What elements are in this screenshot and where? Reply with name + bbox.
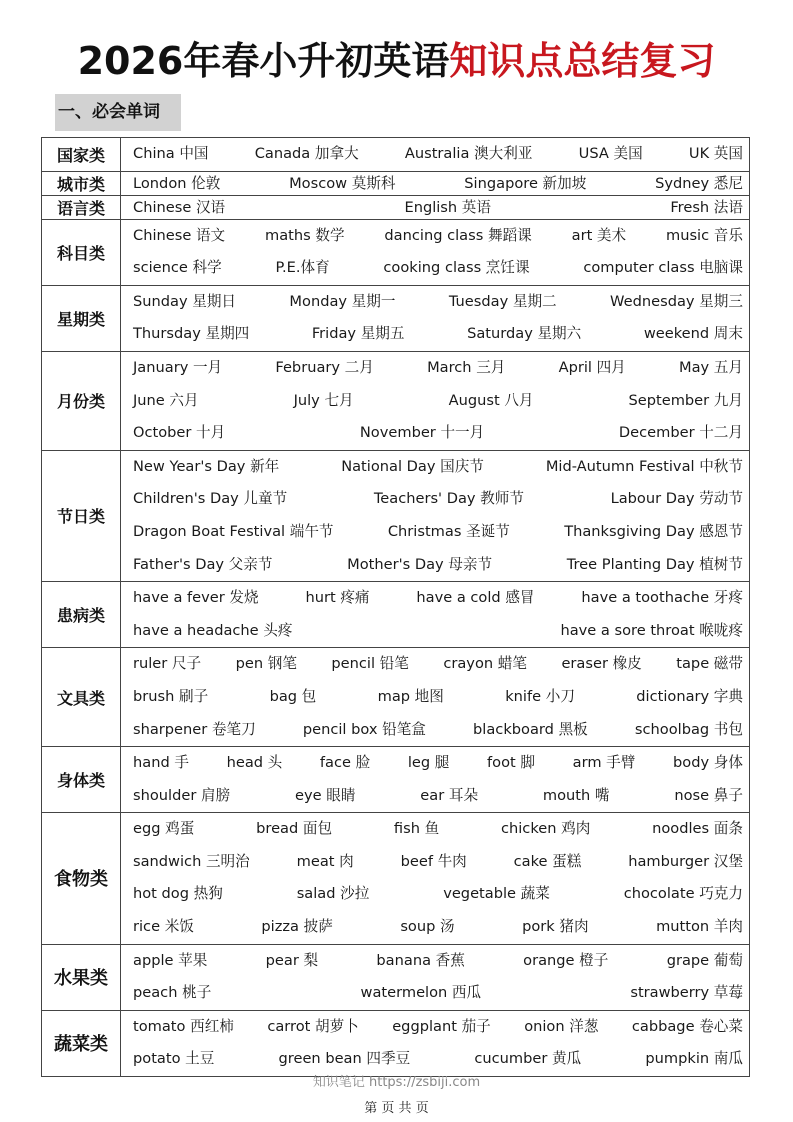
vocab-word: February 二月 [275,358,374,376]
vocab-row [42,195,750,219]
word-line [133,549,743,582]
vocab-word: vegetable 蔬菜 [443,885,550,903]
category-label: 蔬菜类 [42,1010,121,1076]
word-line [133,1011,743,1044]
word-line [133,417,743,450]
word-list [121,747,750,813]
vocab-word: Chinese 语文 [133,226,226,244]
vocab-word: pencil box 铅笔盒 [302,720,426,738]
vocab-word: body 身体 [673,754,743,772]
word-list [121,1010,750,1076]
word-list [121,351,750,450]
vocab-word: August 八月 [448,391,534,409]
vocab-row [42,351,750,450]
vocab-word: tomato 西红柿 [133,1017,234,1035]
vocab-word: foot 脚 [487,754,535,772]
word-line [133,582,743,615]
word-line [133,138,743,171]
word-line [133,483,743,516]
category-label: 文具类 [42,648,121,747]
vocab-word: Australia 澳大利亚 [404,145,533,162]
vocab-word: hand 手 [133,754,189,772]
word-list [121,813,750,944]
word-line [133,878,743,911]
vocab-word: pear 梨 [265,951,319,969]
vocab-word: hurt 疼痛 [305,589,370,607]
vocab-word: ear 耳朵 [420,786,479,804]
word-list [121,138,750,172]
vocab-word: shoulder 肩膀 [133,786,231,804]
vocab-word: March 三月 [427,358,506,376]
vocab-word: sandwich 三明治 [133,852,250,870]
vocab-word: Mother's Day 母亲节 [347,555,493,573]
vocab-word: apple 苹果 [133,951,208,969]
word-line [133,945,743,978]
word-line [133,813,743,846]
vocab-word: dancing class 舞蹈课 [384,226,532,244]
vocab-word: weekend 周末 [643,325,743,343]
vocab-word: egg 鸡蛋 [133,820,195,838]
word-line [133,318,743,351]
word-line [133,615,743,648]
category-label: 月份类 [42,351,121,450]
word-list [121,944,750,1010]
word-line [133,220,743,253]
vocab-word: pork 猪肉 [522,918,589,936]
category-label: 食物类 [42,813,121,944]
vocab-word: onion 洋葱 [524,1017,599,1035]
vocab-word: science 科学 [133,259,222,277]
vocab-word: leg 腿 [407,754,450,772]
vocab-word: eggplant 茄子 [392,1017,491,1035]
vocab-word: hot dog 热狗 [133,885,223,903]
vocab-row [42,450,750,581]
vocab-word: computer class 电脑课 [583,259,743,277]
vocab-word: mutton 羊肉 [656,918,743,936]
word-line [133,648,743,681]
vocab-word: carrot 胡萝卜 [267,1017,359,1035]
word-list [121,171,750,195]
vocab-row [42,1010,750,1076]
vocab-word: USA 美国 [578,145,643,162]
vocab-word: Children's Day 儿童节 [133,490,288,508]
vocab-word: cucumber 黄瓜 [474,1050,582,1068]
word-line [133,451,743,484]
vocab-word: face 脸 [319,754,371,772]
word-line [133,385,743,418]
page-number: 第 页 共 页 [364,1101,429,1116]
word-list [121,450,750,581]
vocab-word: music 音乐 [665,226,743,244]
vocab-word: April 四月 [558,358,626,376]
vocab-word: orange 橙子 [523,951,609,969]
vocab-row [42,582,750,648]
vocab-word: Tuesday 星期二 [448,292,557,310]
word-line [133,681,743,714]
word-list [121,285,750,351]
vocab-word: National Day 国庆节 [341,457,484,475]
vocab-word: cake 蛋糕 [513,852,582,870]
vocab-word: October 十月 [133,424,226,442]
vocab-word: fish 鱼 [393,820,440,838]
vocab-word: green bean 四季豆 [278,1050,411,1068]
vocab-word: Dragon Boat Festival 端午节 [133,522,334,540]
category-label: 国家类 [42,138,121,172]
vocab-word: pumpkin 南瓜 [645,1050,743,1068]
vocab-word: head 头 [226,754,283,772]
vocab-word: Thursday 星期四 [133,325,250,343]
vocab-word: have a cold 感冒 [416,589,535,607]
vocab-word: Sunday 星期日 [133,292,237,310]
watermark: 知识笔记 https://zsbiji.com [312,1075,481,1090]
vocab-row [42,285,750,351]
category-label: 节日类 [42,450,121,581]
category-label: 身体类 [42,747,121,813]
vocab-word: December 十二月 [618,424,743,442]
vocab-word: Thanksgiving Day 感恩节 [564,522,743,540]
page-title [0,36,793,86]
vocab-row [42,138,750,172]
vocab-word: Labour Day 劳动节 [610,490,743,508]
category-label: 患病类 [42,582,121,648]
vocab-row [42,747,750,813]
vocab-word: Chinese 汉语 [133,198,226,216]
vocab-word: dictionary 字典 [636,687,743,705]
vocab-row [42,944,750,1010]
vocab-word: have a headache 头疼 [133,621,293,639]
vocab-word: peach 桃子 [133,984,212,1002]
word-list [121,195,750,219]
word-line [133,252,743,285]
vocab-word: pencil 铅笔 [331,655,409,673]
vocab-word: June 六月 [133,391,199,409]
vocab-word: schoolbag 书包 [634,720,743,738]
vocab-word: maths 数学 [265,226,345,244]
word-line [133,747,743,780]
vocab-word: New Year's Day 新年 [133,457,280,475]
word-line [133,196,743,219]
vocab-word: soup 汤 [400,918,455,936]
vocab-word: London 伦敦 [133,174,221,192]
vocab-word: Father's Day 父亲节 [133,555,273,573]
vocab-word: eye 眼睛 [295,786,356,804]
vocab-word: Tree Planting Day 植树节 [566,555,743,573]
category-label: 星期类 [42,285,121,351]
vocab-word: rice 米饭 [133,918,194,936]
word-line [133,352,743,385]
vocab-word: beef 牛肉 [400,852,467,870]
vocab-row [42,219,750,285]
vocab-word: meat 肉 [296,852,354,870]
section-heading: 一、必会单词 [55,94,181,131]
vocab-word: knife 小刀 [505,687,575,705]
vocab-word: chocolate 巧克力 [623,885,743,903]
title-part-black: 2026年春小升初英语 [77,39,450,83]
vocab-word: noodles 面条 [652,820,743,838]
vocab-word: China 中国 [133,145,209,162]
vocab-word: November 十一月 [359,424,485,442]
vocab-word: crayon 蜡笔 [443,655,527,673]
vocab-word: English 英语 [404,198,491,216]
vocab-word: cooking class 烹饪课 [383,259,530,277]
word-line [133,516,743,549]
word-list [121,219,750,285]
vocab-word: P.E.体育 [275,259,330,277]
vocab-word: have a toothache 牙疼 [581,589,743,607]
vocab-word: watermelon 西瓜 [360,984,482,1002]
vocab-word: hamburger 汉堡 [628,852,743,870]
vocab-word: July 七月 [293,391,354,409]
vocabulary-table [41,137,750,1077]
vocab-word: map 地图 [377,687,444,705]
word-line [133,714,743,747]
vocab-word: nose 鼻子 [674,786,743,804]
vocab-word: strawberry 草莓 [630,984,743,1002]
vocab-row [42,171,750,195]
vocab-word: Sydney 悉尼 [655,174,743,192]
vocab-word: pen 钢笔 [235,655,297,673]
category-label: 城市类 [42,171,121,195]
vocab-word: Christmas 圣诞节 [387,522,510,540]
vocab-word: eraser 橡皮 [561,655,642,673]
word-list [121,582,750,648]
vocab-word: Teachers' Day 教师节 [373,490,524,508]
vocab-word: chicken 鸡肉 [500,820,591,838]
vocab-word: ruler 尺子 [133,655,202,673]
vocab-word: arm 手臂 [572,754,636,772]
vocab-word: Monday 星期一 [289,292,396,310]
vocab-word: tape 磁带 [676,655,743,673]
vocab-word: have a fever 发烧 [133,589,259,607]
vocab-word: Mid-Autumn Festival 中秋节 [545,457,743,475]
vocab-word: Friday 星期五 [311,325,405,343]
category-label: 语言类 [42,195,121,219]
vocab-row [42,648,750,747]
category-label: 水果类 [42,944,121,1010]
vocab-word: banana 香蕉 [376,951,465,969]
vocab-word: bag 包 [269,687,317,705]
word-line [133,846,743,879]
word-line [133,780,743,813]
vocab-word: Fresh 法语 [670,198,743,216]
vocab-word: blackboard 黑板 [473,720,588,738]
vocab-word: bread 面包 [256,820,333,838]
vocab-word: September 九月 [628,391,743,409]
vocab-word: brush 刷子 [133,687,209,705]
vocab-word: UK 英国 [688,145,743,162]
word-line [133,911,743,944]
vocab-word: May 五月 [678,358,743,376]
word-line [133,977,743,1010]
title-part-red: 知识点总结复习 [449,39,716,83]
vocab-word: potato 土豆 [133,1050,215,1068]
vocab-word: Singapore 新加坡 [464,174,587,192]
category-label: 科目类 [42,219,121,285]
vocab-word: Canada 加拿大 [254,145,359,162]
vocab-row [42,813,750,944]
vocab-word: have a sore throat 喉咙疼 [560,621,743,639]
vocab-word: pizza 披萨 [261,918,333,936]
vocab-word: January 一月 [133,358,223,376]
vocab-word: cabbage 卷心菜 [631,1017,743,1035]
word-line [133,172,743,195]
vocab-word: Moscow 莫斯科 [289,174,396,192]
vocab-word: mouth 嘴 [542,786,610,804]
vocab-word: Saturday 星期六 [467,325,582,343]
word-line [133,286,743,319]
vocab-word: salad 沙拉 [296,885,370,903]
vocab-word: art 美术 [571,226,627,244]
vocab-word: Wednesday 星期三 [610,292,743,310]
vocab-word: grape 葡萄 [666,951,743,969]
vocab-word: sharpener 卷笔刀 [133,720,256,738]
word-list [121,648,750,747]
